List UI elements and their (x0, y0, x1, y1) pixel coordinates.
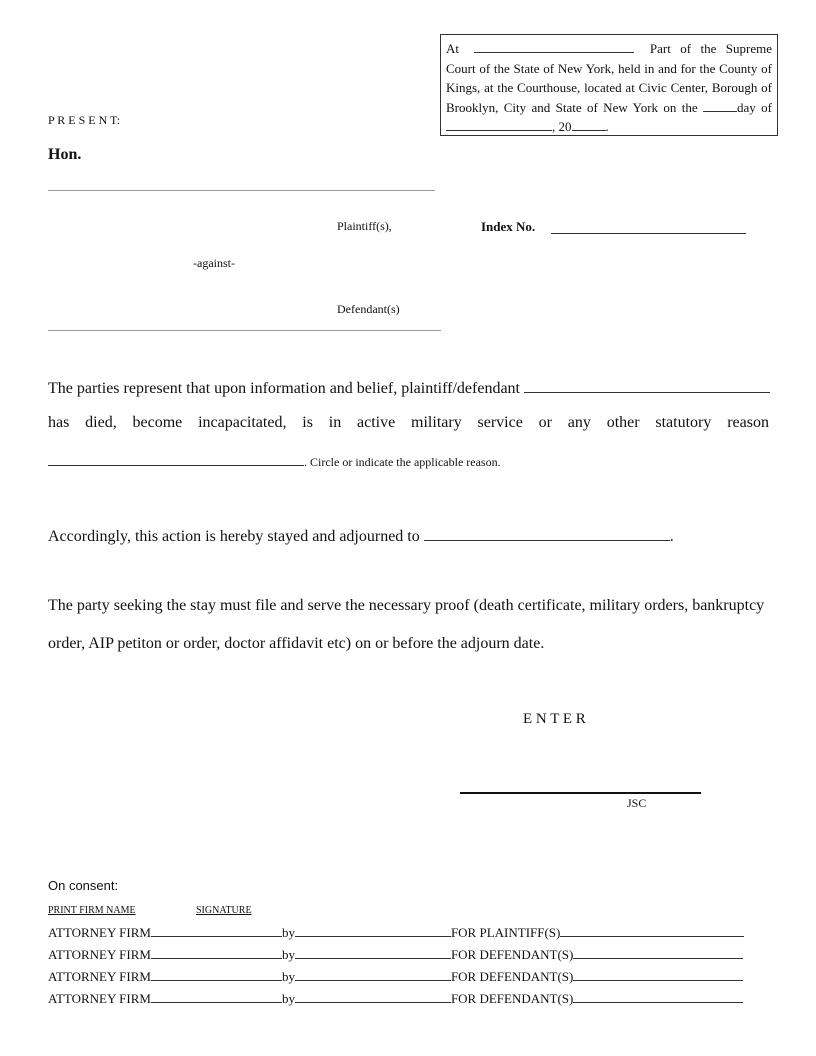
attorney-row (48, 967, 743, 985)
firm-name-blank[interactable] (151, 989, 282, 1003)
attorney-row (48, 923, 744, 941)
period: . (669, 528, 674, 545)
reason-blank[interactable] (48, 453, 304, 466)
day-of-label: day of (737, 99, 772, 115)
signature-blank[interactable] (295, 967, 451, 981)
present-label: P R E S E N T: (48, 113, 121, 127)
para1-text: The parties represent that upon information and belief, plaintiff/defendant (48, 380, 520, 397)
on-consent-label: On consent: (48, 878, 119, 893)
court-caption-box (440, 34, 778, 136)
adjourn-date-blank[interactable] (424, 524, 670, 541)
word: any (567, 414, 591, 431)
party-name-blank[interactable] (524, 376, 770, 393)
firm-name-blank[interactable] (151, 923, 282, 937)
word: become (132, 414, 183, 431)
firm-label: ATTORNEY FIRM (48, 925, 151, 940)
period: . (605, 119, 609, 134)
year-blank[interactable] (572, 117, 606, 131)
signature-blank[interactable] (295, 989, 451, 1003)
proof-paragraph-line1: The party seeking the stay must file and serve the necessary proof (death certificate, military orders, bankruptcy (48, 597, 765, 614)
reason-instruction: . Circle or indicate the applicable reason. (304, 455, 501, 469)
index-no-label: Index No. (481, 219, 536, 234)
judge-signature-line[interactable] (460, 792, 701, 794)
word: statutory (655, 414, 712, 431)
judge-name-line[interactable] (48, 190, 435, 191)
for-party-label: FOR DEFENDANT(S) (450, 969, 574, 984)
year-prefix: , 20 (552, 119, 572, 134)
firm-label: ATTORNEY FIRM (48, 969, 151, 984)
print-firm-name-header: PRINT FIRM NAME (48, 905, 136, 916)
at-label: At (446, 41, 459, 56)
word: died, (85, 414, 117, 431)
caption-text: Part of the Supreme Court of the State of New York, held in and for the County of Kings, at the Courthouse, located at Civic Center, Borough of Brooklyn, City and State of New York on the (446, 41, 773, 115)
word: reason (727, 414, 769, 431)
hon-label: Hon. (48, 146, 82, 163)
party-blank[interactable] (573, 945, 743, 959)
for-party-label: FOR DEFENDANT(S) (450, 947, 574, 962)
word: or (538, 414, 552, 431)
against-label: -against- (193, 256, 235, 270)
day-blank[interactable] (703, 98, 737, 112)
by-label: by (281, 947, 295, 962)
proof-paragraph-line2: order, AIP petiton or order, doctor affidavit etc) on or before the adjourn date. (48, 635, 545, 652)
firm-name-blank[interactable] (151, 967, 282, 981)
adjourn-paragraph (48, 524, 674, 546)
by-label: by (281, 969, 295, 984)
word: active (357, 414, 396, 431)
signature-header: SIGNATURE (196, 905, 252, 916)
jsc-label: JSC (627, 796, 647, 810)
word: in (328, 414, 342, 431)
party-blank[interactable] (573, 989, 743, 1003)
by-label: by (281, 925, 295, 940)
word: incapacitated, (198, 414, 287, 431)
para2-text: Accordingly, this action is hereby stayed and adjourned to (48, 528, 420, 545)
word: service (477, 414, 523, 431)
caption-bottom-line (48, 330, 441, 331)
plaintiffs-label: Plaintiff(s), (337, 219, 392, 233)
signature-blank[interactable] (295, 923, 451, 937)
defendants-label: Defendant(s) (337, 302, 400, 316)
index-no-blank[interactable] (551, 233, 746, 234)
firm-label: ATTORNEY FIRM (48, 991, 151, 1006)
firm-name-blank[interactable] (151, 945, 282, 959)
for-party-label: FOR PLAINTIFF(S) (450, 925, 561, 940)
for-party-label: FOR DEFENDANT(S) (450, 991, 574, 1006)
party-blank[interactable] (560, 923, 744, 937)
firm-label: ATTORNEY FIRM (48, 947, 151, 962)
part-blank[interactable] (474, 39, 634, 53)
word: has (48, 414, 70, 431)
para1-line3 (48, 453, 501, 470)
word: other (606, 414, 640, 431)
word: is (302, 414, 313, 431)
enter-label: E N T E R (523, 711, 586, 727)
attorney-row (48, 945, 743, 963)
party-blank[interactable] (573, 967, 743, 981)
parties-paragraph (48, 376, 770, 398)
signature-blank[interactable] (295, 945, 451, 959)
para1-line2 (48, 414, 769, 432)
by-label: by (281, 991, 295, 1006)
attorney-row (48, 989, 743, 1007)
month-blank[interactable] (446, 117, 552, 131)
word: military (411, 414, 462, 431)
